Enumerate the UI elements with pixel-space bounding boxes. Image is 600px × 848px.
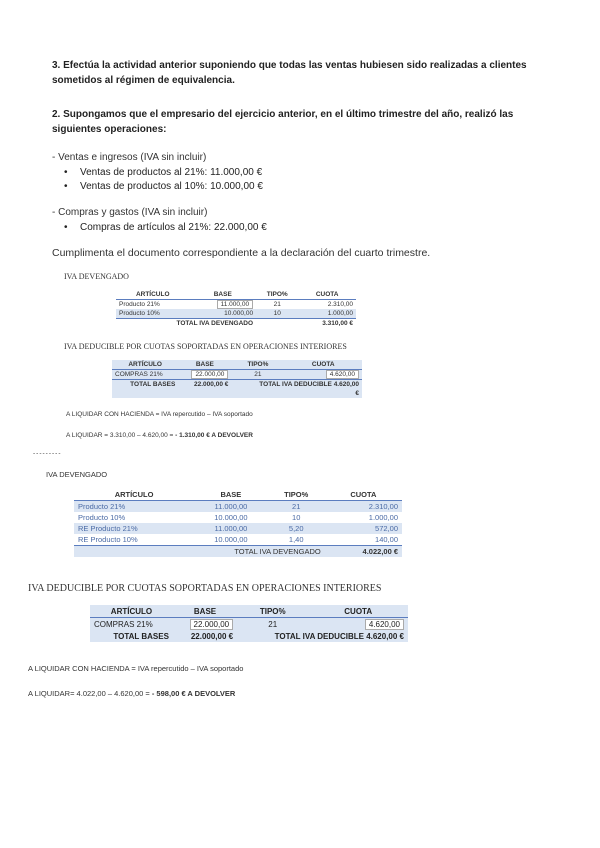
table-row: RE Producto 10% 10.000,00 1,40 140,00 <box>78 535 398 544</box>
separator: --------- <box>33 450 62 457</box>
devengado-title-1: IVA DEVENGADO <box>64 272 129 281</box>
bullet-icon: • <box>64 181 68 192</box>
deducible-title-1: IVA DEDUCIBLE POR CUOTAS SOPORTADAS EN OPERACIONES INTERIORES <box>64 342 347 351</box>
instruction: Cumplimenta el documento correspondiente a la declaración del cuarto trimestre. <box>52 247 431 259</box>
table-row: RE Producto 21% 11.000,00 5,20 572,00 <box>74 523 402 534</box>
result-2: A LIQUIDAR= 4.022,00 – 4.620,00 = - 598,00 € A DEVOLVER <box>28 689 236 698</box>
table-row: Producto 21% 11.000,00 21 2.310,00 <box>119 301 353 308</box>
list-item: • Ventas de productos al 10%: 10.000,00 € <box>64 181 263 192</box>
purchases-list <box>58 221 267 235</box>
list-item: • Compras de artículos al 21%: 22.000,00 € <box>64 222 267 233</box>
sales-heading: - Ventas e ingresos (IVA sin incluir) <box>52 152 207 163</box>
devengado-table-1 <box>116 290 356 328</box>
table-header-row: ARTÍCULO BASE TIPO% CUOTA <box>74 488 402 501</box>
result-1: A LIQUIDAR = 3.310,00 – 4.620,00 = - 1.310,00 € A DEVOLVER <box>66 432 253 439</box>
sales-list <box>58 166 263 194</box>
table-header-row: ARTÍCULO BASE TIPO% CUOTA <box>112 360 362 370</box>
devengado-title-2: IVA DEVENGADO <box>46 470 108 479</box>
purchases-heading: - Compras y gastos (IVA sin incluir) <box>52 207 208 218</box>
table-total-row: TOTAL IVA DEVENGADO 4.022,00 € <box>74 546 402 558</box>
devengado-table-2 <box>74 488 402 557</box>
question-2: 2. Supongamos que el empresario del ejercicio anterior, en el último trimestre del año, realizó las siguientes operaciones: <box>52 109 514 135</box>
deducible-table-1 <box>112 360 362 398</box>
deducible-table-2 <box>90 605 408 642</box>
table-row: € <box>355 390 359 397</box>
bullet-icon: • <box>64 167 68 178</box>
table-total-row: TOTAL IVA DEVENGADO 3.310,00 € <box>116 319 356 329</box>
table-row: Producto 21% 11.000,00 21 2.310,00 <box>74 501 402 513</box>
table-total-row: TOTAL BASES 22.000,00 € TOTAL IVA DEDUCIBLE 4.620,00 € <box>113 631 404 641</box>
table-row: Producto 10% 10.000,00 10 1.000,00 <box>78 513 398 522</box>
list-item: • Ventas de productos al 21%: 11.000,00 € <box>64 167 263 178</box>
table-total-row: TOTAL BASES 22.000,00 € TOTAL IVA DEDUCIBLE 4.620,00 <box>112 380 362 390</box>
formula-2: A LIQUIDAR CON HACIENDA = IVA repercutido – IVA soportado <box>28 664 244 673</box>
table-row: COMPRAS 21% 22.000,00 21 4.620,00 <box>90 618 408 631</box>
deducible-title-2: IVA DEDUCIBLE POR CUOTAS SOPORTADAS EN OPERACIONES INTERIORES <box>28 583 382 594</box>
question-3: 3. Efectúa la actividad anterior suponiendo que todas las ventas hubiesen sido realizadas a clientes sometidos al régimen de equivalencia. <box>52 60 527 86</box>
table-header-row: ARTÍCULO BASE TIPO% CUOTA <box>90 605 408 618</box>
table-row: Producto 10% 10.000,00 10 1.000,00 <box>116 309 356 319</box>
bullet-icon: • <box>64 222 68 233</box>
table-row: COMPRAS 21% 22.000,00 21 4.620,00 <box>112 370 362 380</box>
formula-1: A LIQUIDAR CON HACIENDA = IVA repercutido – IVA soportado <box>66 411 253 418</box>
table-header-row: ARTÍCULO BASE TIPO% CUOTA <box>116 290 356 300</box>
